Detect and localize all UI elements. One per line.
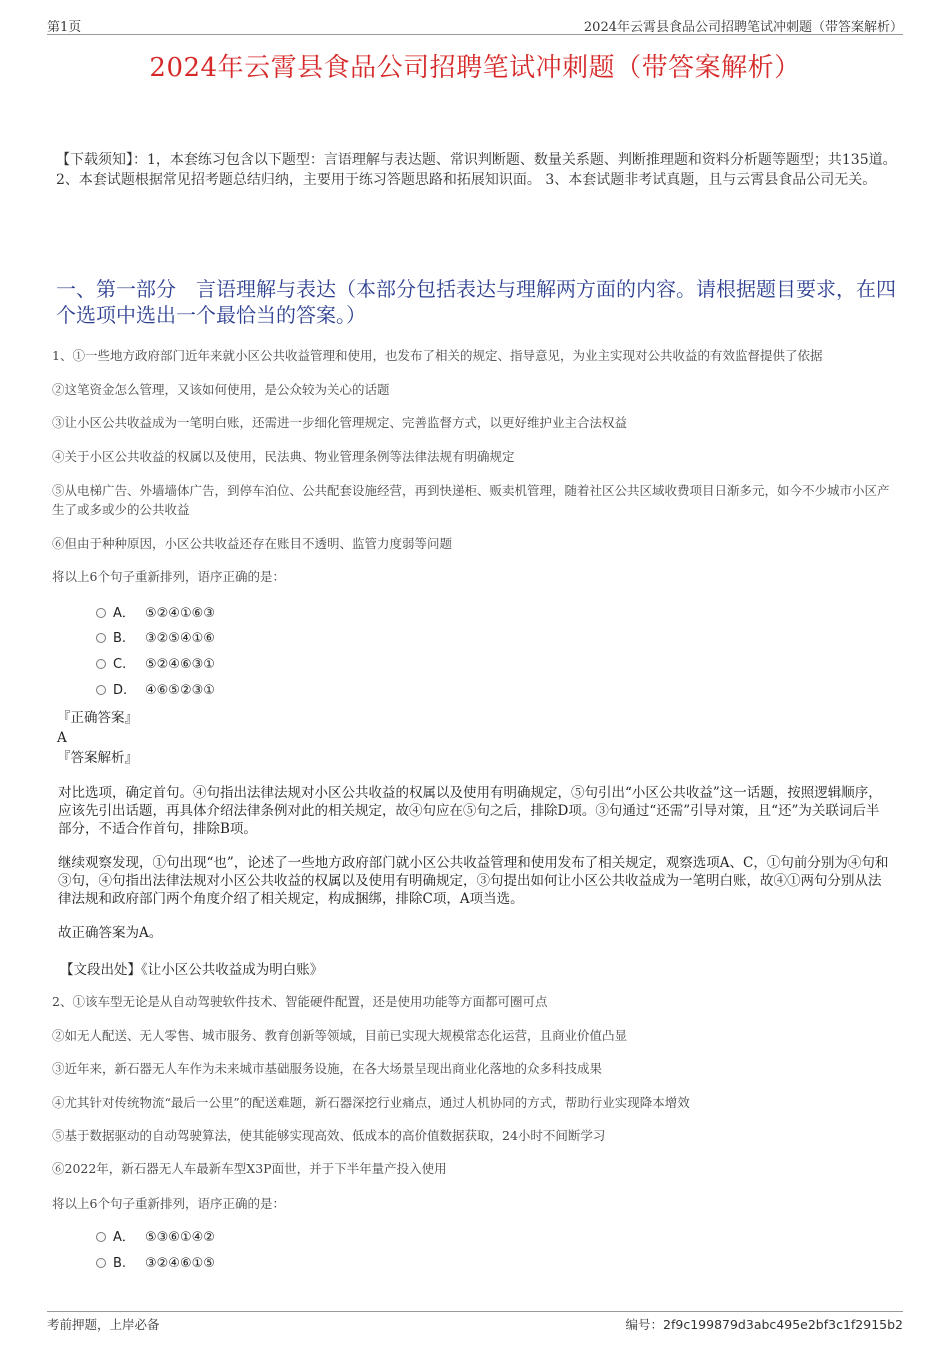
source-citation: 【文段出处】《让小区公共收益成为明白账》 — [60, 962, 324, 978]
question-2-sentence-4: ④尤其针对传统物流“最后一公里”的配送难题，新石器深挖行业痛点，通过人机协同的方式，帮助行业实现降本增效 — [52, 1095, 690, 1110]
option-text: ③②⑤④①⑥ — [145, 631, 215, 646]
question-2-sentence-6: ⑥2022年，新石器无人车最新车型X3P面世，并于下半年量产投入使用 — [52, 1161, 447, 1176]
question-1-stem: 1、①一些地方政府部门近年来就小区公共收益管理和使用，也发布了相关的规定、指导意见，为业主实现对公共收益的有效监督提供了依据 — [52, 348, 823, 363]
page-number: 第1页 — [47, 20, 82, 35]
footer-code-label: 编号： — [625, 1317, 664, 1332]
answer-analysis-label: 『答案解析』 — [57, 750, 138, 766]
question-1-sentence-4: ④关于小区公共收益的权属以及使用，民法典、物业管理条例等法律法规有明确规定 — [52, 449, 515, 464]
question-2-option-a[interactable] — [96, 1229, 215, 1247]
page-footer — [47, 1311, 903, 1335]
option-letter: D. — [113, 683, 128, 698]
question-1-sentence-5: ⑤从电梯广告、外墙墙体广告，到停车泊位、公共配套设施经营，再到快递柜、贩卖机管理，随着社区公共区域收费项目日渐多元，如今不少城市小区产生了或多或少的公共收益 — [52, 483, 890, 517]
analysis-paragraph-1: 对比选项，确定首句。④句指出法律法规对小区公共收益的权属以及使用有明确规定，⑤句引出“小区公共收益”这一话题，按照逻辑顺序，应该先引出话题，再具体介绍法律条例对此的相关规定，故④句应在⑤句之后，排除D项。③句通过“还需”引导对策，且“还”为关联词后半部分，不适合作首句，排除B项。 — [58, 785, 882, 837]
option-letter: C. — [113, 657, 127, 672]
question-1-sentence-6: ⑥但由于种种原因，小区公共收益还存在账目不透明、监管力度弱等问题 — [52, 536, 453, 551]
option-text: ④⑥⑤②③① — [145, 683, 215, 698]
option-letter: B. — [113, 631, 127, 646]
footer-code-value: 2f9c199879d3abc495e2bf3c1f2915b2 — [663, 1317, 903, 1332]
radio-icon[interactable] — [96, 1232, 106, 1242]
option-letter: A． — [113, 606, 135, 621]
question-2-option-b[interactable] — [96, 1255, 215, 1273]
radio-icon[interactable] — [96, 685, 106, 695]
question-1-option-b[interactable] — [96, 630, 215, 648]
question-1-sentence-3: ③让小区公共收益成为一笔明白账，还需进一步细化管理规定、完善监督方式，以更好维护业主合法权益 — [52, 415, 628, 430]
download-notice: 【下载须知】：1，本套练习包含以下题型：言语理解与表达题、常识判断题、数量关系题、判断推理题和资料分析题等题型；共135道。 2、本套试题根据常见招考题总结归纳，主要用于练习答题思路和拓展知识面。 3、本套试题非考试真题，且与云霄县食品公司无关。 — [56, 152, 897, 188]
question-1-option-c[interactable] — [96, 656, 215, 674]
question-2-sentence-2: ②如无人配送、无人零售、城市服务、教育创新等领域，目前已实现大规模常态化运营，且商业价值凸显 — [52, 1028, 628, 1043]
document-title: 2024年云霄县食品公司招聘笔试冲刺题（带答案解析） — [149, 53, 801, 83]
correct-answer-value: A — [57, 730, 67, 746]
analysis-paragraph-3: 故正确答案为A。 — [58, 925, 163, 941]
question-1-option-d[interactable] — [96, 682, 215, 700]
radio-icon[interactable] — [96, 608, 106, 618]
option-text: ⑤②④①⑥③ — [145, 606, 215, 621]
question-1-sentence-2: ②这笔资金怎么管理，又该如何使用，是公众较为关心的话题 — [52, 382, 390, 397]
question-2-sentence-3: ③近年来，新石器无人车作为未来城市基础服务设施，在各大场景呈现出商业化落地的众多科技成果 — [52, 1061, 603, 1076]
footer-slogan: 考前押题，上岸必备 — [47, 1317, 160, 1332]
correct-answer-label: 『正确答案』 — [57, 710, 138, 726]
header-doc-title: 2024年云霄县食品公司招聘笔试冲刺题（带答案解析） — [583, 20, 903, 35]
question-2-stem: 2、①该车型无论是从自动驾驶软件技术、智能硬件配置，还是使用功能等方面都可圈可点 — [52, 994, 548, 1009]
option-text: ⑤③⑥①④② — [145, 1230, 215, 1245]
option-text: ③②④⑥①⑤ — [145, 1256, 215, 1271]
question-1-option-a[interactable] — [96, 605, 215, 623]
option-text: ⑤②④⑥③① — [145, 657, 215, 672]
radio-icon[interactable] — [96, 659, 106, 669]
question-1-prompt: 将以上6个句子重新排列，语序正确的是： — [52, 569, 285, 584]
question-2-sentence-5: ⑤基于数据驱动的自动驾驶算法，使其能够实现高效、低成本的高价值数据获取，24小时不间断学习 — [52, 1128, 606, 1143]
footer-code — [626, 1315, 903, 1333]
radio-icon[interactable] — [96, 633, 106, 643]
radio-icon[interactable] — [96, 1258, 106, 1268]
question-2-prompt: 将以上6个句子重新排列，语序正确的是： — [52, 1196, 285, 1211]
option-letter: B. — [113, 1256, 127, 1271]
option-letter: A． — [113, 1230, 135, 1245]
analysis-paragraph-2: 继续观察发现，①句出现“也”，论述了一些地方政府部门就小区公共收益管理和使用发布了相关规定，观察选项A、C，①句前分别为④句和③句，④句指出法律法规对小区公共收益的权属以及使用有明确规定，③句提出如何让小区公共收益成为一笔明白账，故④①两句分别从法律法规和政府部门两个角度介绍了相关规定，构成捆绑，排除C项，A项当选。 — [58, 855, 889, 907]
section-heading: 一、第一部分 言语理解与表达（本部分包括表达与理解两方面的内容。请根据题目要求，在四个选项中选出一个最恰当的答案。） — [56, 277, 896, 327]
page-header — [47, 14, 903, 35]
